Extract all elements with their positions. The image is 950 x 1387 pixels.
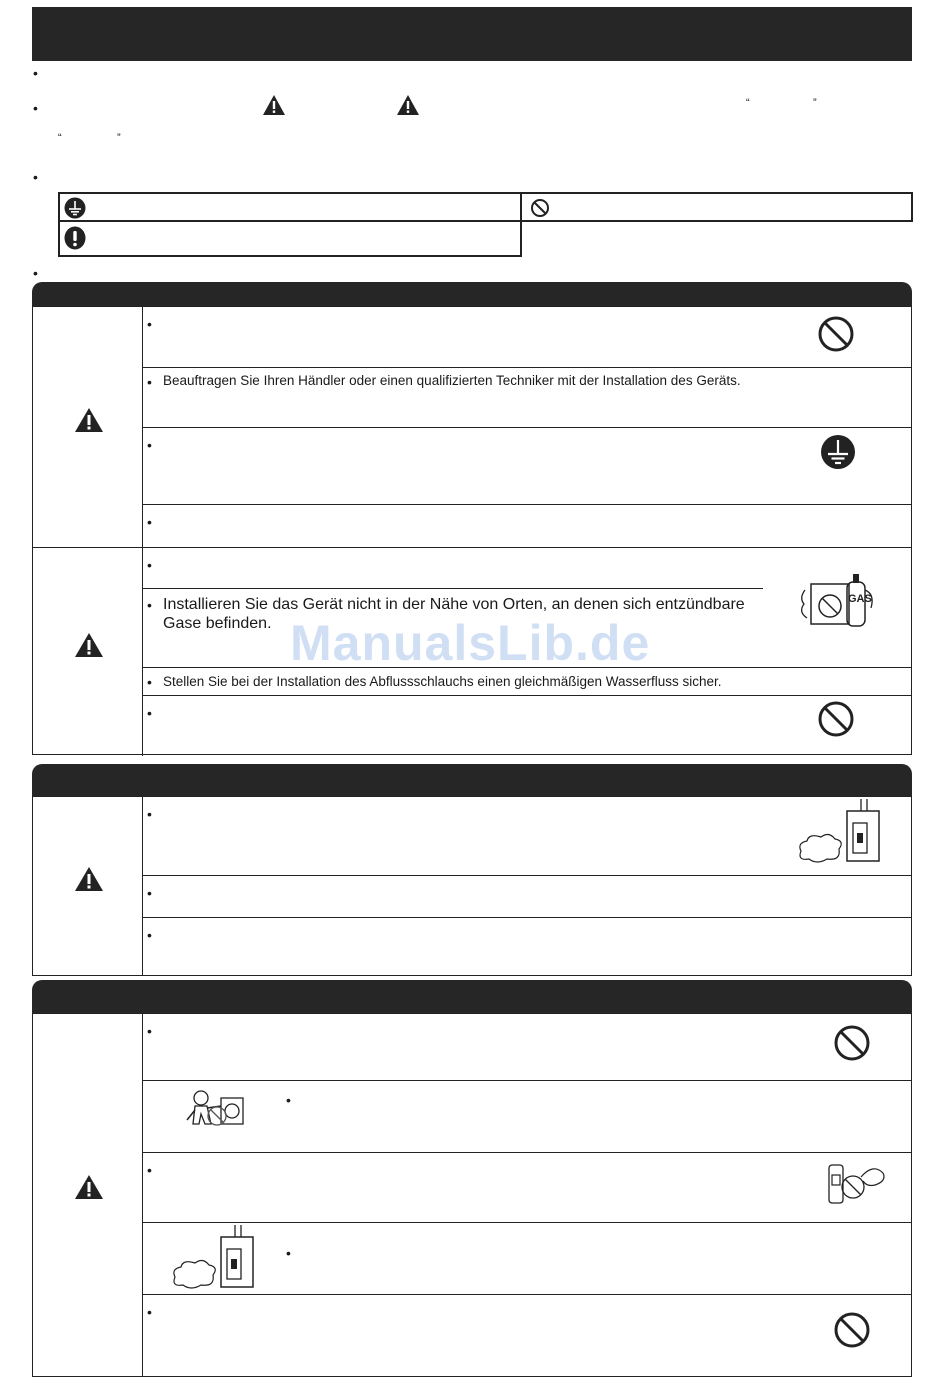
installer-instruction: Beauftragen Sie Ihren Händler oder einen qualifizierten Techniker mit der Installation des Geräts. [163,373,741,388]
power-plug-icon [823,1159,887,1209]
safety-row [143,797,911,875]
safety-row [143,504,911,547]
prohibited-icon [833,1024,871,1062]
safety-row [143,875,911,917]
safety-row [143,427,911,504]
circuit-breaker-icon [795,799,885,867]
row-bullet: • [147,316,152,332]
legend-cell-ground [58,192,522,222]
safety-row [143,307,911,367]
warning-triangle-icon [74,632,104,658]
row-bullet: • [286,1092,291,1108]
row-bullet: • [147,806,152,822]
safety-row [143,1080,911,1152]
prohibited-icon [530,198,550,218]
section-left-column [33,547,143,756]
row-bullet: • [147,885,152,901]
quote-close: ” [813,97,817,109]
prohibited-icon [817,700,855,738]
intro-bullet: • [33,65,38,81]
row-bullet: • [147,374,152,390]
row-bullet: • [147,927,152,943]
row-bullet: • [147,1304,152,1320]
row-divider [143,588,763,589]
row-bullet: • [147,557,152,573]
safety-section-2 [32,796,912,976]
circuit-breaker-icon [169,1225,259,1293]
section-left-column [33,307,143,547]
safety-row [143,917,911,977]
safety-row [143,1014,911,1080]
row-bullet: • [147,1023,152,1039]
intro-bullet: • [33,100,38,116]
ground-icon [64,197,86,219]
safety-row [143,1152,911,1222]
section-header [32,764,912,796]
row-bullet: • [147,514,152,530]
row-bullet: • [147,1162,152,1178]
ground-icon [820,434,856,470]
prohibited-icon [833,1311,871,1349]
warning-triangle-icon [74,407,104,433]
safety-row [143,695,911,756]
intro-bullet: • [33,169,38,185]
page-header-banner [32,7,912,61]
intro-bullet: • [33,265,38,281]
row-bullet: • [147,597,152,613]
row-bullet: • [147,437,152,453]
safety-row [143,1294,911,1378]
symbol-legend [58,192,913,257]
row-bullet: • [147,674,152,690]
row-bullet: • [286,1245,291,1261]
drain-instruction: Stellen Sie bei der Installation des Abflussschlauchs einen gleichmäßigen Wasserfluss sicher. [163,674,722,689]
safety-row [143,367,911,427]
safety-row [143,1222,911,1294]
section-header [32,282,912,306]
gas-cylinder-icon [795,568,883,634]
mandatory-icon [64,226,86,250]
quote-open: “ [58,132,62,144]
gas-label: GAS [848,593,872,605]
quote-close: ” [117,132,121,144]
warning-triangle-icon [74,866,104,892]
legend-cell-mandatory [58,220,522,257]
section-left-column [33,1014,143,1376]
section-header [32,980,912,1013]
safety-section-1 [32,306,912,755]
row-bullet: • [147,705,152,721]
person-wet-hands-icon [181,1086,251,1136]
safety-section-3 [32,1013,912,1377]
prohibited-icon [817,315,855,353]
warning-triangle-icon [74,1174,104,1200]
watermark: ManualsLib.de [290,615,651,671]
section-left-column [33,797,143,975]
quote-open: “ [746,97,750,109]
warning-triangle-icon [262,94,286,116]
legend-cell-prohibited [520,192,913,222]
warning-triangle-icon [396,94,420,116]
gas-instruction: Installieren Sie das Gerät nicht in der Nähe von Orten, an denen sich entzündbare Gase befinden. [163,596,745,632]
